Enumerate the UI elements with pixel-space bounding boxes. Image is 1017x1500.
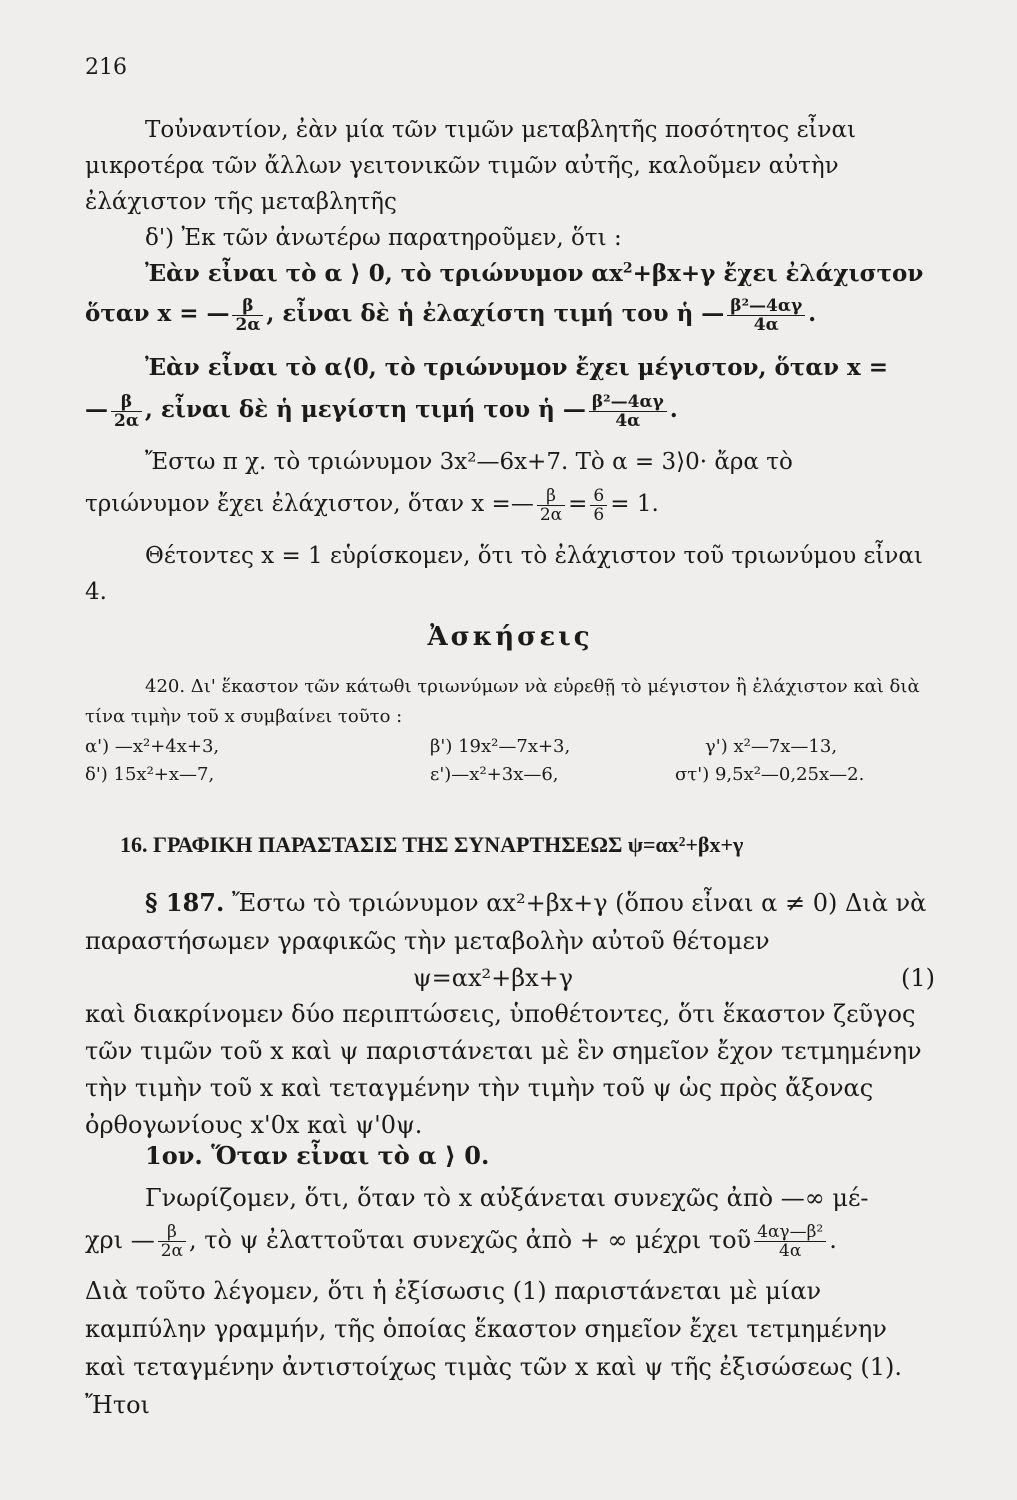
section-187-intro: § 187. Ἔστω τὸ τριώνυμον αx²+βx+γ (ὅπου εἶναι α ≠ 0) Διὰ νὰ παραστήσωμεν γραφικῶς τὴν μεταβολὴν αὐτοῦ θέτομεν [85,888,927,955]
paragraph-cases: καὶ διακρίνομεν δύο περιπτώσεις, ὑποθέτοντες, ὅτι ἕκαστον ζεῦγος τῶν τιμῶν τοῦ x καὶ ψ παριστάνεται μὲ ἓν σημεῖον ἔχον τετμημένην τὴν τιμὴν τοῦ x καὶ τεταγμένην τὴν τιμὴν τοῦ ψ ὡς πρὸς ἄξονας ὀρθογωνίους x'0x καὶ ψ'0ψ. [85,1000,922,1139]
exercise-item: ε')—x²+3x—6, [430,764,559,785]
fraction-discriminant: $\frac{\text{β²—4αγ}}{4\alpha}$ [589,393,667,430]
rule-maximum-line1: Ἐὰν εἶναι τὸ α⟨0, τὸ τριώνυμον ἔχει μέγιστον, ὅταν x = [145,354,888,381]
fraction-b-over-2a: $\frac{\beta}{2\alpha}$ [158,1223,186,1260]
rule-minimum-line1: Ἐὰν εἶναι τὸ α ⟩ 0, τὸ τριώνυμον $\alpha x^2+\beta x+\gamma$ ἔχει ἐλάχιστον [145,260,924,287]
exercise-item: γ') x²—7x—13, [705,736,838,757]
exercise-item: β') 19x²—7x+3, [430,736,571,757]
paragraph-known-line1: Γνωρίζομεν, ὅτι, ὅταν τὸ x αὐξάνεται συνεχῶς ἀπὸ —∞ μέ- [145,1184,869,1212]
exercises-title: Ἀσκήσεις [427,622,593,652]
example-line2: τριώνυμον ἔχει ἐλάχιστον, ὅταν x =— $\frac{\beta}{2\alpha}$ = $\frac{6}{6}$ = 1. [85,485,659,525]
rule-minimum-line2: ὅταν x = — $\frac{\beta}{2\alpha}$ , εἶναι δὲ ἡ ἐλαχίστη τιμή του ἡ — $\frac{\text{β²—4αγ}}{4\alpha}$ . [85,295,817,335]
exercise-items-row2 [85,764,935,792]
rule-maximum-line2: — $\frac{\beta}{2\alpha}$ , εἶναι δὲ ἡ μεγίστη τιμή του ἡ — $\frac{\text{β²—4αγ}}{4\alpha}$ . [85,391,678,431]
exercise-item: δ') 15x²+x—7, [85,764,215,785]
exercise-item: α') —x²+4x+3, [85,736,220,757]
equation-number: (1) [901,964,935,992]
paragraph-known-line2: χρι — $\frac{\beta}{2\alpha}$ , τὸ ψ ἐλαττοῦται συνεχῶς ἀπὸ + ∞ μέχρι τοῦ $\frac{\text{4αγ—β²}}{4\alpha}$ . [85,1222,837,1261]
equation-1: ψ=αx²+βx+γ (1) [85,960,935,996]
paragraph-minimum-definition: Τοὐναντίον, ἐὰν μία τῶν τιμῶν μεταβλητῆς ποσότητος εἶναι μικροτέρα τῶν ἄλλων γειτονικῶν τιμῶν αὐτῆς, καλοῦμεν αὐτὴν ἐλάχιστον τῆς μεταβλητῆς [85,117,857,215]
paragraph-curve: Διὰ τοῦτο λέγομεν, ὅτι ἡ ἐξίσωσις (1) παριστάνεται μὲ μίαν καμπύλην γραμμήν, τῆς ὁποίας ἕκαστον σημεῖον ἔχει τετμημένην καὶ τεταγμένην ἀντιστοίχως τιμὰς τῶν x καὶ ψ τῆς ἐξισώσεως (1). Ἤτοι [85,1277,902,1419]
fraction-minimum-value: $\frac{\text{4αγ—β²}}{4\alpha}$ [754,1223,826,1260]
exercise-item: στ') 9,5x²—0,25x—2. [675,764,865,785]
exercise-420: 420. Δι' ἕκαστον τῶν κάτωθι τριωνύμων νὰ εὑρεθῇ τὸ μέγιστον ἢ ἐλάχιστον καὶ διὰ τίνα τιμὴν τοῦ x συμβαίνει τοῦτο : [85,676,920,727]
fraction-b-over-2a: $\frac{\beta}{2\alpha}$ [111,393,142,430]
exercise-items-row1 [85,736,935,764]
page-number: 216 [85,55,127,80]
paragraph-observation: δ') Ἐκ τῶν ἀνωτέρω παρατηροῦμεν, ὅτι : [145,225,622,251]
fraction-b-over-2a: $\frac{\beta}{2\alpha}$ [537,487,565,524]
example-conclusion: Θέτοντες x = 1 εὑρίσκομεν, ὅτι τὸ ἐλάχιστον τοῦ τριωνύμου εἶναι 4. [85,543,923,605]
case-1-heading: 1ον. Ὅταν εἶναι τὸ α ⟩ 0. [145,1141,490,1170]
fraction-discriminant: $\frac{\text{β²—4αγ}}{4\alpha}$ [727,297,805,334]
example-line1: Ἔστω π χ. τὸ τριώνυμον 3x²—6x+7. Τὸ α = 3⟩0· ἄρα τὸ [145,449,793,475]
section-heading: 16. ΓΡΑΦΙΚΗ ΠΑΡΑΣΤΑΣΙΣ ΤΗΣ ΣΥΝΑΡΤΗΣΕΩΣ ψ=αx²+βx+γ [120,832,744,857]
fraction-b-over-2a: $\frac{\beta}{2\alpha}$ [232,297,263,334]
fraction-six-over-six: $\frac{6}{6}$ [590,487,607,524]
